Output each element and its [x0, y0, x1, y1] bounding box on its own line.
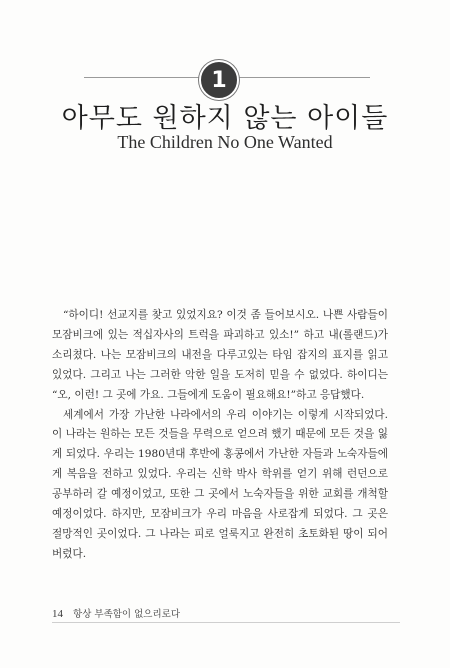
chapter-title-english: The Children No One Wanted [117, 132, 333, 152]
page-footer [52, 606, 180, 620]
body-paragraph: “하이디! 선교지를 찾고 있었지요? 이것 좀 들어보시오. 나쁜 사람들이 모잠비크에 있는 적십자사의 트럭을 파괴하고 있소!” 하고 내(롤랜드)가 소리쳤다. 나는 모잠비크의 내전을 다루고있는 타임 잡지의 표지를 읽고 있었다. 그리고 나는 그러한 악한 일을 도저히 믿을 수 없었다. 하이디는 “오, 이런! 그 곳에 가요. 그들에게 도움이 필요해요!”하고 응답했다. [52, 309, 388, 401]
running-book-title: 항상 부족함이 없으리로다 [73, 609, 181, 620]
body-paragraph: 세계에서 가장 가난한 나라에서의 우리 이야기는 이렇게 시작되었다. 이 나라는 원하는 모든 것들을 무력으로 얻으려 했기 때문에 모든 것을 잃게 되었다. 우리는 1980년대 후반에 홍콩에서 가난한 자들과 노숙자들에게 복음을 전하고 있었다. 우리는 신학 박사 학위를 얻기 위해 런던으로 공부하러 갈 예정이었고, 또한 그 곳에서 노숙자들을 위한 교회를 개척할 예정이었다. 하지만, 모잠비크가 우리 마음을 사로잡게 되었다. 그 곳은 절망적인 곳이었다. 그 나라는 피로 얼룩지고 완전히 초토화된 땅이 되어버렸다. [52, 408, 388, 560]
chapter-title-korean: 아무도 원하지 않는 아이들 [61, 103, 389, 134]
chapter-number-badge: 1 [199, 60, 239, 100]
page-number: 14 [52, 608, 63, 620]
body-text [52, 306, 388, 565]
footer-rule [52, 622, 400, 623]
